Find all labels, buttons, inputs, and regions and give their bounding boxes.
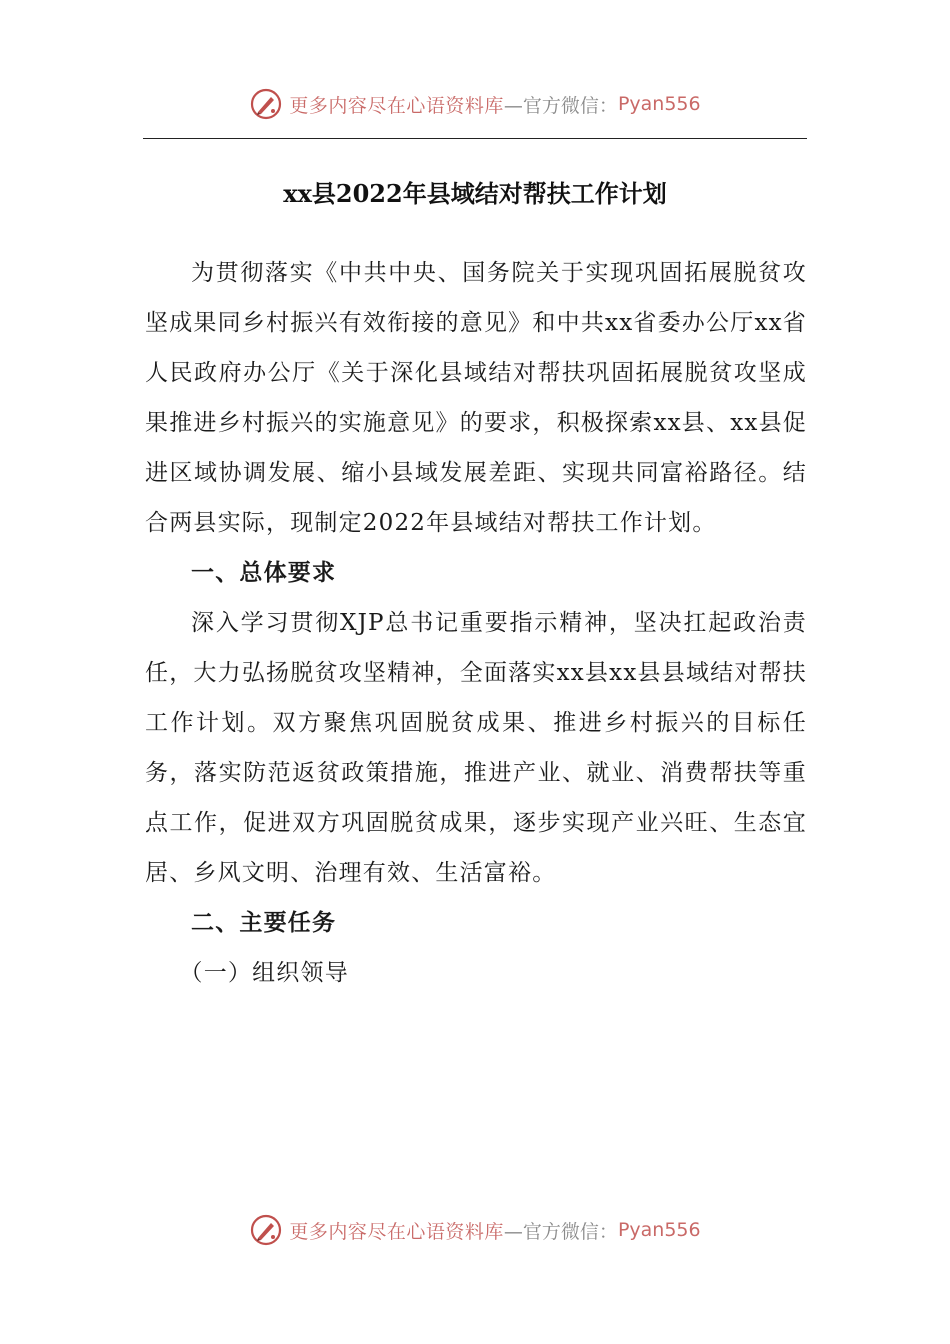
watermark-suffix: —官方微信： [503, 94, 618, 117]
header-divider [143, 138, 807, 139]
pen-circle-logo-icon [249, 1213, 283, 1247]
section-heading-main-tasks: 二、主要任务 [191, 910, 337, 936]
watermark-text: 更多内容尽在心语资料库 [289, 1220, 504, 1243]
watermark-code: Pyan556 [617, 1219, 701, 1241]
pen-circle-logo-icon [249, 87, 283, 121]
watermark-suffix: —官方微信： [503, 1220, 618, 1243]
footer-watermark [0, 1210, 950, 1250]
subsection-heading-organization: （一）组织领导 [179, 960, 349, 986]
watermark-code: Pyan556 [617, 93, 701, 115]
general-requirements-paragraph: 深入学习贯彻XJP总书记重要指示精神，坚决扛起政治责任，大力弘扬脱贫攻坚精神，全面落实xx县xx县县域结对帮扶工作计划。双方聚焦巩固脱贫成果、推进乡村振兴的目标任务，落实防范返贫政策措施，推进产业、就业、消费帮扶等重点工作，促进双方巩固脱贫成果，逐步实现产业兴旺、生态宜居、乡风文明、治理有效、生活富裕。 [145, 610, 807, 886]
section-heading-general-requirements: 一、总体要求 [191, 560, 337, 586]
header-watermark [0, 84, 950, 124]
document-title: xx县2022年县域结对帮扶工作计划 [283, 179, 667, 208]
intro-paragraph: 为贯彻落实《中共中央、国务院关于实现巩固拓展脱贫攻坚成果同乡村振兴有效衔接的意见》和中共xx省委办公厅xx省人民政府办公厅《关于深化县域结对帮扶巩固拓展脱贫攻坚成果推进乡村振兴的实施意见》的要求，积极探索xx县、xx县促进区域协调发展、缩小县域发展差距、实现共同富裕路径。结合两县实际，现制定2022年县域结对帮扶工作计划。 [145, 260, 807, 536]
document-body [145, 248, 807, 998]
watermark-text: 更多内容尽在心语资料库 [289, 94, 504, 117]
